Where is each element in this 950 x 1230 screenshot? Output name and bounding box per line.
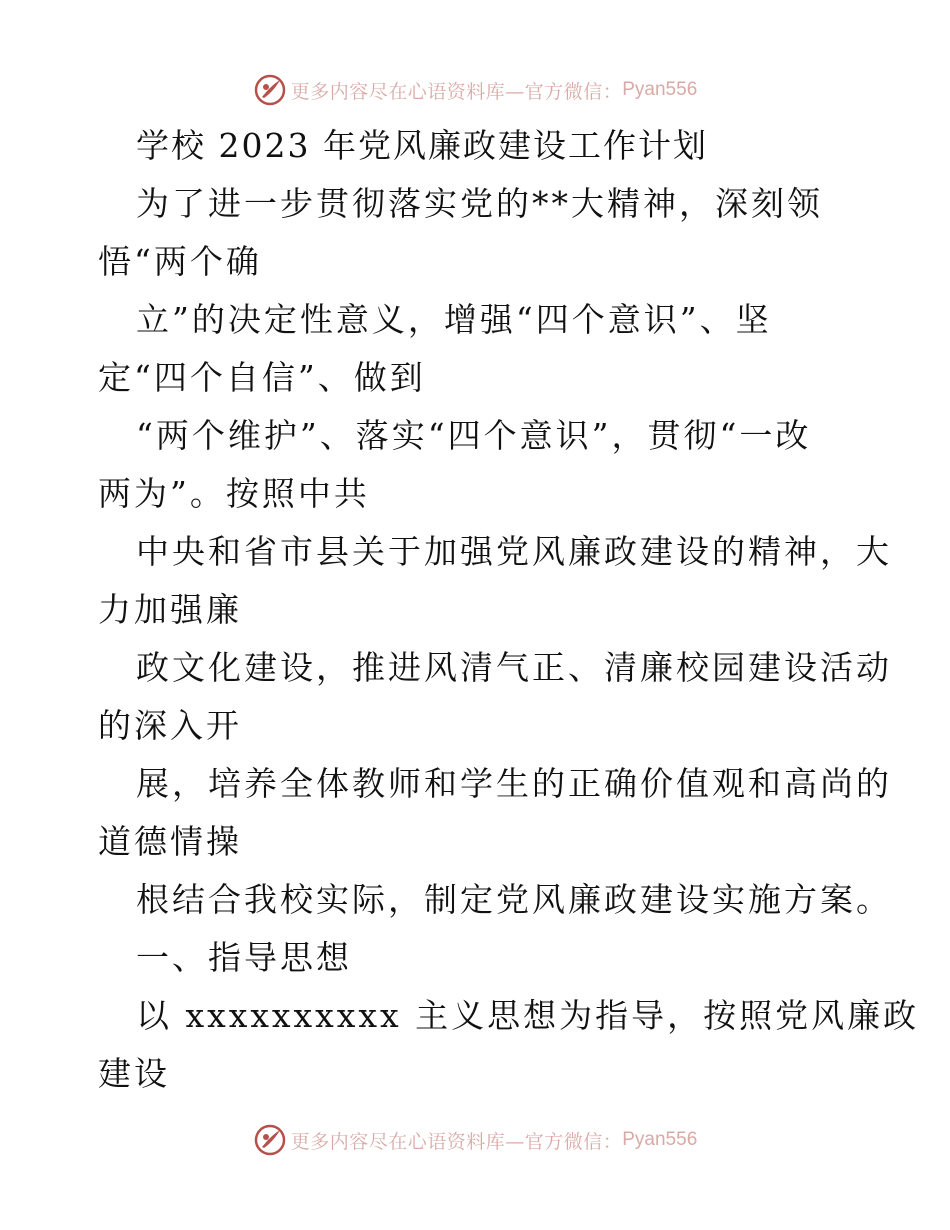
document-title: 学校 2023 年党风廉政建设工作计划 [136,126,708,165]
text-line: 建设 [98,1054,170,1093]
text-line: 政文化建设，推进风清气正、清廉校园建设活动 [136,648,892,687]
text-line: 悟“两个确 [98,242,262,281]
section-heading: 一、指导思想 [136,938,352,977]
text-line: 道德情操 [98,822,242,861]
header-watermark [0,70,950,110]
text-line: 两为”。按照中共 [98,474,370,513]
text-line: 根结合我校实际，制定党风廉政建设实施方案。 [136,880,892,919]
text-line: 的深入开 [98,706,242,745]
text-line: 展，培养全体教师和学生的正确价值观和高尚的 [136,764,892,803]
watermark-wechat-id: Pyan556 [622,79,698,100]
text-line: “两个维护”、落实“四个意识”，贯彻“一改 [136,416,812,455]
text-line: 为了进一步贯彻落实党的**大精神，深刻领 [136,184,823,223]
text-line: 中央和省市县关于加强党风廉政建设的精神，大 [136,532,892,571]
text-line: 立”的决定性意义，增强“四个意识”、坚 [136,300,772,339]
quill-logo-icon [253,73,287,107]
text-line: 力加强廉 [98,590,242,629]
footer-watermark [0,1120,950,1160]
text-line: 定“四个自信”、做到 [98,358,426,397]
quill-logo-icon [253,1123,287,1157]
watermark-wechat-id: Pyan556 [622,1129,698,1150]
watermark-text: 更多内容尽在心语资料库—官方微信： [290,1130,623,1153]
document-body [98,117,920,1103]
watermark-text: 更多内容尽在心语资料库—官方微信： [290,80,623,103]
text-line: 以 xxxxxxxxxx 主义思想为指导，按照党风廉政 [136,996,920,1035]
